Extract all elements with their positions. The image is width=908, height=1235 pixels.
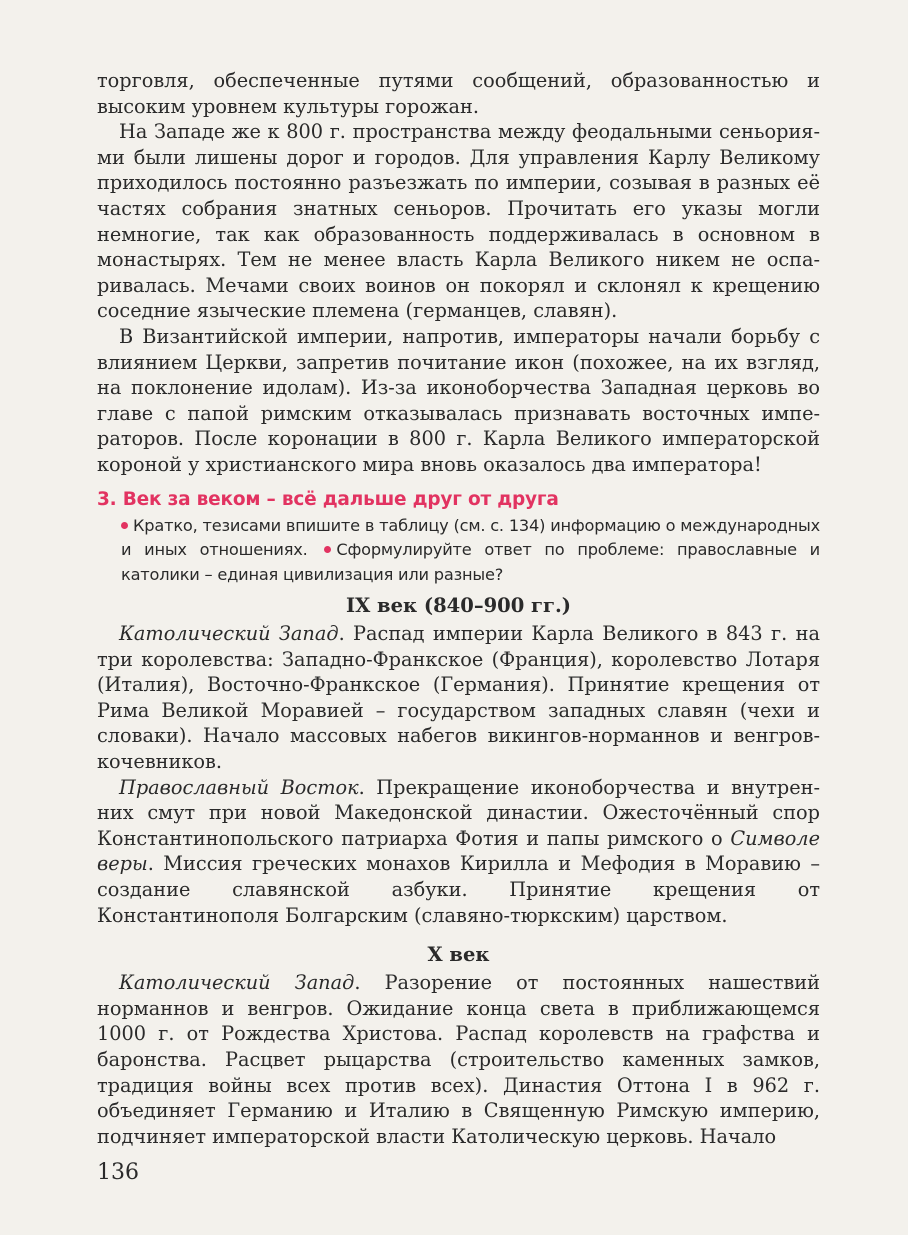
- paragraph-west-800: На Западе же к 800 г. пространства между феодальными сеньориями были лишены дорог и городов. Для управления Карлу Великому приходилось постоянно разъезжать по империи, созывая в разных её частях собрания знатных сеньоров. Прочитать его указы могли немногие, так как образованность поддерживалась в основном в монастырях. Тем не менее власть Карла Великого никем не оспаривалась. Мечами своих воинов он покорял и склонял к крещению соседние языческие племена (германцев, славян).: [97, 120, 820, 323]
- bullet-icon: [121, 522, 128, 529]
- task-block: [121, 514, 820, 588]
- paragraph-ix-east-text-2: . Миссия греческих монахов Кирилла и Мефодия в Моравию – создание славянской азбуки. Принятие крещения от Константинополя Болгарским (славяно-тюркским) царством.: [97, 852, 820, 927]
- century-title-ix: IX век (840–900 гг.): [346, 594, 571, 617]
- bullet-icon: [324, 546, 331, 553]
- paragraph-continuation: торговля, обеспеченные путями сообщений, образованностью и высоким уровнем культуры горожан.: [97, 69, 820, 118]
- paragraph-x-west: [97, 970, 820, 1149]
- century-title-x: X век: [427, 943, 490, 967]
- paragraph-ix-east: [97, 775, 820, 929]
- page-number: 136: [97, 1160, 139, 1185]
- paragraph-x-west-text: . Разорение от постоянных нашествий норманнов и венгров. Ожидание конца света в приближающемся 1000 г. от Рождества Христова. Распад королевств на графства и баронства. Расцвет рыцарства (строительство каменных замков, традиция войны всех против всех). Династия Оттона I в 962 г. объединяет Германию и Италию в Священную Римскую империю, подчиняет императорской власти Католическую церковь. Начало: [97, 971, 820, 1148]
- paragraph-ix-east-italic: Символе веры: [97, 826, 820, 876]
- region-label-west: Католический Запад: [119, 622, 339, 645]
- textbook-page: [97, 68, 820, 1149]
- task-1-text: Кратко, тезисами впишите в таблицу (см. с. 134) информацию о международных и иных отношениях.: [121, 515, 820, 559]
- section-heading: 3. Век за веком – всё дальше друг от друга: [97, 488, 559, 510]
- region-label-east: Православный Восток: [119, 775, 359, 799]
- paragraph-ix-east-text-1: . Прекращение иконоборчества и внутренних смут при новой Македонской династии. Ожесточённый спор Константинопольского патриарха Фотия и папы римского о: [97, 775, 820, 850]
- task-2-text: Сформулируйте ответ по проблеме: православные и католики – единая цивилизация или разные?: [121, 540, 820, 584]
- paragraph-byzantium: В Византийской империи, напротив, императоры начали борьбу с влиянием Церкви, запретив почитание икон (похожее, на их взгляд, на поклонение идолам). Из-за иконоборчества Западная церковь во главе с папой римским отказывалась признавать восточных императоров. После коронации в 800 г. Карла Великого императорской короной у христианского мира вновь оказалось два императора!: [97, 324, 820, 476]
- paragraph-ix-west-text: . Распад империи Карла Великого в 843 г. на три королевства: Западно-Франкское (Франция), королевство Лотаря (Италия), Восточно-Франкское (Германия). Принятие крещения от Рима Великой Моравией – государством западных славян (чехи и словаки). Начало массовых набегов викингов-норманнов и венгров-кочевников.: [97, 622, 820, 773]
- region-label-west-x: Католический Запад: [119, 971, 355, 995]
- paragraph-ix-west: [97, 621, 820, 775]
